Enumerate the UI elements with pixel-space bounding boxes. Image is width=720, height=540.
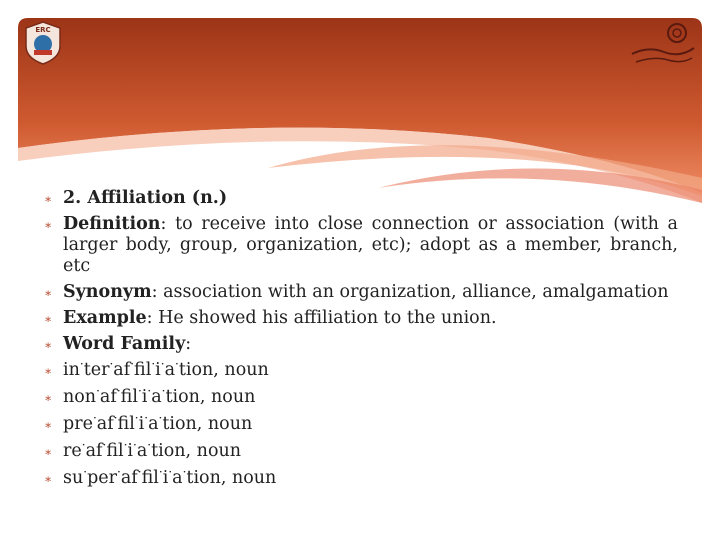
syllable: fil xyxy=(141,468,159,488)
synonym-label: Synonym xyxy=(63,282,152,302)
syllable: a xyxy=(151,387,162,407)
word-family-item xyxy=(44,384,678,409)
syllable-dot: · xyxy=(130,357,135,371)
syllable-dot: · xyxy=(151,357,156,371)
syllable-dot: · xyxy=(168,465,173,479)
syllable-dot: · xyxy=(83,465,88,479)
syllable-dot: · xyxy=(133,438,137,452)
syllable: tion, noun xyxy=(186,468,277,488)
bullet-list xyxy=(44,188,678,355)
list-item-synonym xyxy=(44,282,678,303)
word-family-item xyxy=(44,465,678,490)
syllable: a xyxy=(148,414,159,434)
syllable: pre xyxy=(63,414,93,434)
syllable-dot: · xyxy=(137,465,142,479)
syllable-dot: · xyxy=(147,438,152,452)
bullet-icon: ∗ xyxy=(44,218,53,232)
heading-word: 2. Affiliation (n.) xyxy=(63,188,228,208)
word-family-item xyxy=(44,357,678,382)
syllable: af xyxy=(85,441,103,461)
list-item-title xyxy=(44,188,678,209)
bullet-icon: ∗ xyxy=(44,418,53,432)
list-item-word-family: ∗ Word Family: xyxy=(44,334,192,354)
syllable-dot: · xyxy=(161,384,166,398)
word-family-list xyxy=(44,357,678,490)
example-text: : He showed his affiliation to the union. xyxy=(146,308,497,328)
syllable: a xyxy=(172,468,183,488)
bullet-icon: ∗ xyxy=(44,445,53,459)
word-family-item xyxy=(44,438,678,463)
erc-logo xyxy=(22,20,64,66)
syllable: a xyxy=(164,360,176,380)
syllable-dot: · xyxy=(137,384,142,398)
syllable-dot: · xyxy=(158,465,163,479)
syllable-dot: · xyxy=(117,465,121,479)
syllable-dot: · xyxy=(92,411,97,425)
syllable-dot: · xyxy=(160,357,165,371)
syllable-dot: · xyxy=(158,411,163,425)
bullet-icon: ∗ xyxy=(44,192,53,206)
syllable: tion, noun xyxy=(151,441,242,461)
syllable: a xyxy=(136,441,148,461)
syllable: i xyxy=(138,414,145,434)
syllable-dot: · xyxy=(81,438,86,452)
syllable: af xyxy=(99,387,117,407)
syllable-dot: · xyxy=(147,384,152,398)
slide-content xyxy=(44,188,678,495)
bullet-icon: ∗ xyxy=(44,286,53,300)
syllable-dot: · xyxy=(123,438,128,452)
syllable: fil xyxy=(120,387,138,407)
syllable: non xyxy=(63,387,97,407)
syllable: per xyxy=(87,468,118,488)
syllable-dot: · xyxy=(175,357,179,371)
syllable-dot: · xyxy=(113,411,118,425)
syllable: su xyxy=(63,468,84,488)
word-family-item xyxy=(44,411,678,436)
syllable: i xyxy=(162,468,169,488)
bullet-icon: ∗ xyxy=(44,338,53,352)
syllable: fil xyxy=(106,441,124,461)
syllable: i xyxy=(141,387,148,407)
library-logo xyxy=(628,20,698,70)
syllable: af xyxy=(113,360,131,380)
bullet-icon: ∗ xyxy=(44,472,53,486)
syllable: tion, noun xyxy=(165,387,256,407)
syllable-dot: · xyxy=(102,438,107,452)
syllable: fil xyxy=(134,360,152,380)
list-item-example xyxy=(44,308,678,329)
syllable: i xyxy=(127,441,134,461)
erc-logo-text: ERC xyxy=(35,26,51,34)
syllable-dot: · xyxy=(144,411,149,425)
syllable: fil xyxy=(117,414,135,434)
syllable-dot: · xyxy=(182,465,187,479)
syllable: ter xyxy=(83,360,110,380)
bullet-icon: ∗ xyxy=(44,391,53,405)
syllable: re xyxy=(63,441,82,461)
syllable-dot: · xyxy=(134,411,139,425)
syllable: tion, noun xyxy=(162,414,253,434)
word-family-label: Word Family xyxy=(63,334,186,354)
bullet-icon: ∗ xyxy=(44,364,53,378)
syllable-dot: · xyxy=(96,384,100,398)
definition-text: : to receive into close connection or association (with a larger body, group, organization, etc); adopt as a member, branch, etc xyxy=(63,214,678,276)
example-label: Example xyxy=(63,308,147,328)
definition-label: Definition xyxy=(63,214,161,234)
syllable: in xyxy=(63,360,80,380)
header-banner xyxy=(18,18,702,203)
syllable-dot: · xyxy=(79,357,84,371)
syllable: i xyxy=(155,360,161,380)
syllable-dot: · xyxy=(109,357,114,371)
syllable: tion, noun xyxy=(178,360,269,380)
syllable: af xyxy=(96,414,114,434)
syllable: af xyxy=(120,468,138,488)
synonym-text: : association with an organization, alliance, amalgamation xyxy=(151,282,669,302)
bullet-icon: ∗ xyxy=(44,312,53,326)
syllable-dot: · xyxy=(116,384,121,398)
list-item-definition xyxy=(44,214,678,277)
